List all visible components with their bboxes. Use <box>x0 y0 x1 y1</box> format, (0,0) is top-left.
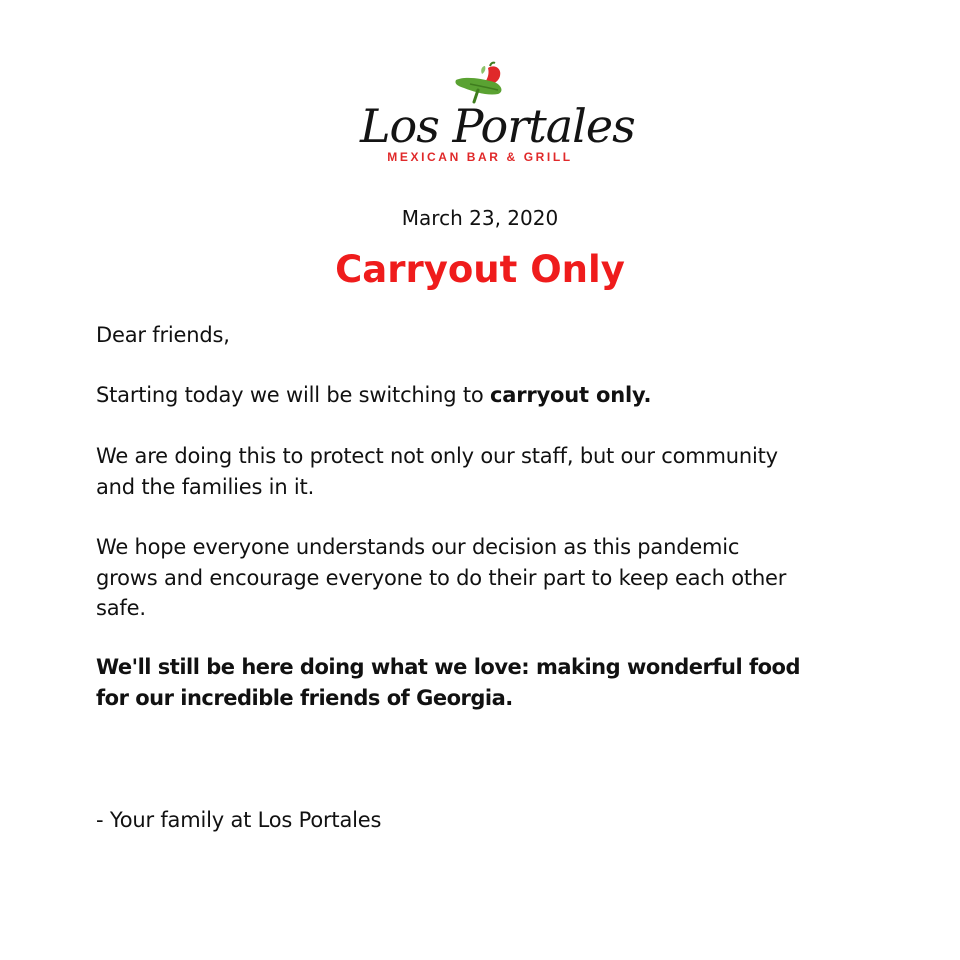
paragraph-protect <box>96 441 876 502</box>
logo-tagline: MEXICAN BAR & GRILL <box>387 150 573 164</box>
paragraph-closing <box>96 652 876 713</box>
logo-wordmark: Los Portales <box>360 99 635 153</box>
paragraph-hope-line: We hope everyone understands our decision as this pandemic <box>96 535 740 559</box>
paragraph-carryout <box>96 380 876 411</box>
paragraph-protect-line: and the families in it. <box>96 474 315 499</box>
paragraph-carryout-emphasis: carryout only. <box>490 383 652 407</box>
paragraph-hope <box>96 532 876 624</box>
paragraph-closing-line: for our incredible friends of Georgia. <box>96 685 513 710</box>
letter-date: March 23, 2020 <box>401 206 559 230</box>
paragraph-carryout-text: Starting today we will be switching to <box>96 383 491 407</box>
greeting: Dear friends, <box>96 323 230 347</box>
headline: Carryout Only <box>335 248 625 291</box>
restaurant-logo <box>360 60 635 180</box>
signature: - Your family at Los Portales <box>96 808 382 832</box>
paragraph-protect-line: We are doing this to protect not only our staff, but our community <box>96 444 778 468</box>
paragraph-hope-line: safe. <box>96 596 146 620</box>
paragraph-closing-line: We'll still be here doing what we love: making wonderful food <box>96 655 801 679</box>
paragraph-hope-line: grows and encourage everyone to do their part to keep each other <box>96 565 787 590</box>
